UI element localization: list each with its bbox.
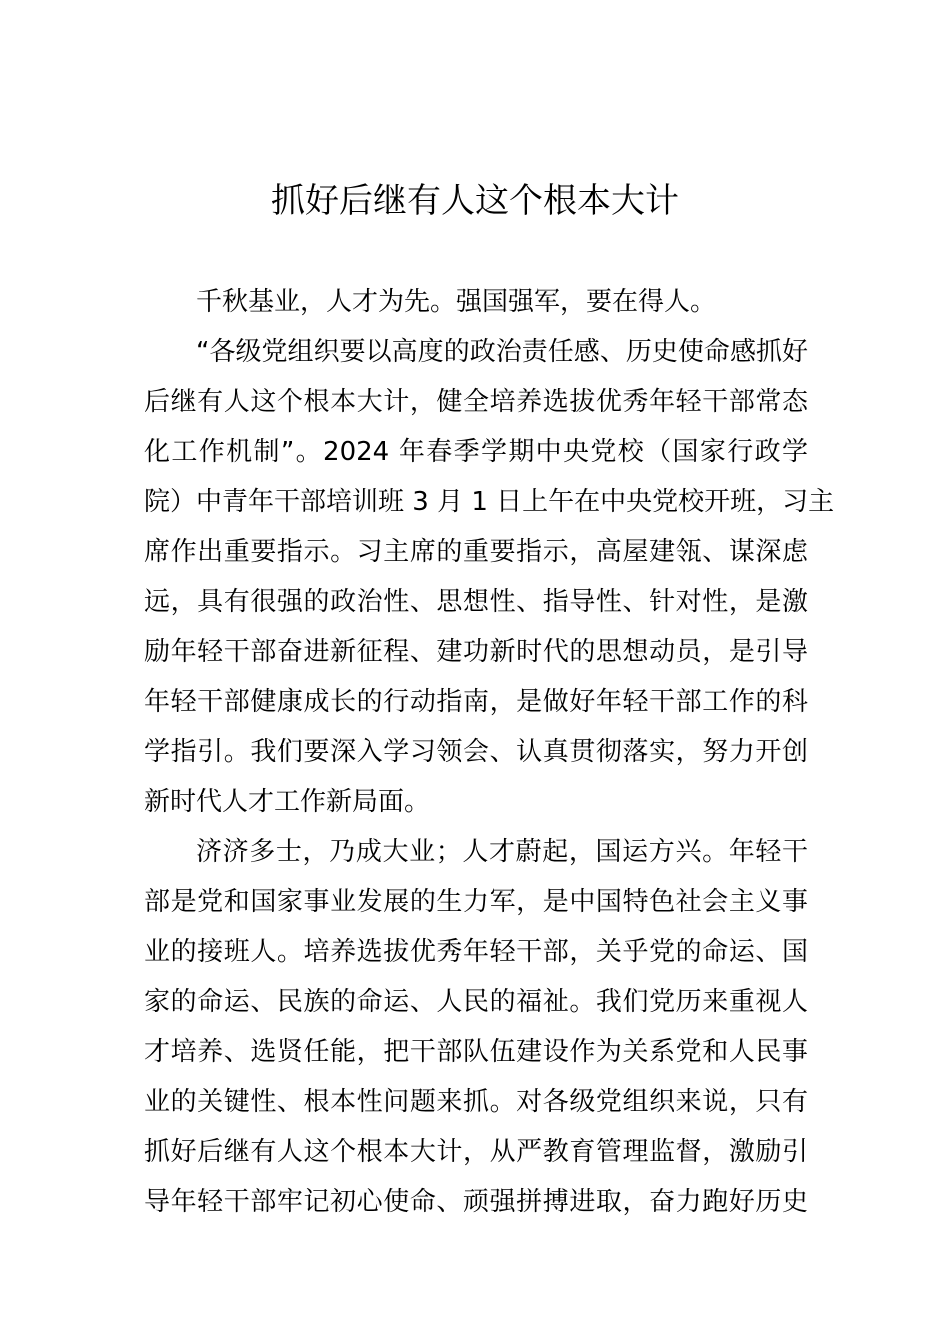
paragraph-line: 年轻干部健康成长的行动指南，是做好年轻干部工作的科 (144, 687, 808, 717)
paragraph-line: 励年轻干部奋进新征程、建功新时代的思想动员，是引导 (144, 637, 808, 667)
paragraph-line: 济济多士，乃成大业；人才蔚起，国运方兴。年轻干 (196, 837, 808, 867)
paragraph-line: 抓好后继有人这个根本大计，从严教育管理监督，激励引 (144, 1137, 808, 1167)
paragraph-line: 化工作机制”。2024 年春季学期中央党校（国家行政学 (144, 437, 808, 467)
paragraph-1 (144, 277, 808, 327)
paragraph-line: 家的命运、民族的命运、人民的福祉。我们党历来重视人 (144, 987, 808, 1017)
document-body (144, 277, 835, 1227)
paragraph-line: 才培养、选贤任能，把干部队伍建设作为关系党和人民事 (144, 1037, 808, 1067)
paragraph-line: 席作出重要指示。习主席的重要指示，高屋建瓴、谋深虑 (144, 537, 808, 567)
paragraph-line: 导年轻干部牢记初心使命、顽强拼搏进取，奋力跑好历史 (144, 1187, 808, 1217)
document-title: 抓好后继有人这个根本大计 (271, 181, 679, 221)
paragraph-line: 学指引。我们要深入学习领会、认真贯彻落实，努力开创 (144, 737, 808, 767)
paragraph-line: 远，具有很强的政治性、思想性、指导性、针对性，是激 (144, 587, 808, 617)
paragraph-line: 业的关键性、根本性问题来抓。对各级党组织来说，只有 (144, 1087, 808, 1117)
paragraph-2 (144, 327, 835, 827)
paragraph-line: “各级党组织要以高度的政治责任感、历史使命感抓好 (196, 337, 808, 367)
paragraph-3 (144, 827, 808, 1227)
paragraph-line: 部是党和国家事业发展的生力军，是中国特色社会主义事 (144, 887, 808, 917)
paragraph-line: 新时代人才工作新局面。 (144, 787, 431, 817)
paragraph-line: 业的接班人。培养选拔优秀年轻干部，关乎党的命运、国 (144, 937, 808, 967)
paragraph-line: 院）中青年干部培训班 3 月 1 日上午在中央党校开班，习主 (144, 487, 835, 517)
paragraph-line: 千秋基业，人才为先。强国强军，要在得人。 (196, 287, 717, 317)
paragraph-line: 后继有人这个根本大计，健全培养选拔优秀年轻干部常态 (144, 387, 808, 417)
